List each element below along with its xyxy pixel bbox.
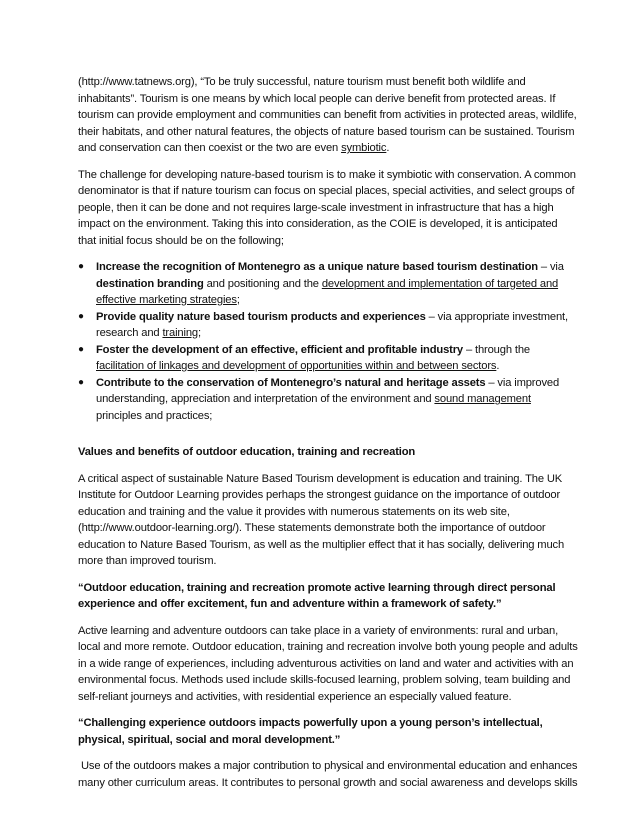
focus-list: [78, 259, 578, 424]
marketing-strategies-link[interactable]: development and implementation of targeted and effective marketing strategies: [96, 277, 559, 306]
section-heading: Values and benefits of outdoor education, training and recreation: [78, 446, 416, 458]
bullet-icon: ●: [78, 376, 84, 388]
quote-challenging-experience: “Challenging experience outdoors impacts powerfully upon a young person’s intellectual, physical, spiritual, social and moral development.”: [78, 717, 543, 746]
outdoors-use-paragraph: Use of the outdoors makes a major contribution to physical and environmental education and enhances many other curriculum areas. It contributes to personal growth and social awareness and develops skills: [78, 760, 581, 789]
list-item: ● Provide quality nature based tourism products and experiences – via appropriate investment, research and training;: [78, 310, 568, 339]
quote-outdoor-education: “Outdoor education, training and recreation promote active learning through direct personal experience and offer excitement, fun and adventure within a framework of safety.”: [78, 581, 556, 610]
training-link[interactable]: training: [162, 327, 198, 339]
list-item: ● Contribute to the conservation of Montenegro’s natural and heritage assets – via improved understanding, appreciation and interpretation of the environment and sound management principles and practices;: [78, 376, 560, 422]
challenge-paragraph: The challenge for developing nature-based tourism is to make it symbiotic with conservation. A common denominator is that if nature tourism can focus on special places, special activities, and select groups of people, then it can be done and not requires large-scale investment in infrastructure that has a high impact on the environment. Taking this into consideration, as the COIE is developed, it is anticipated that initial focus should be on the following;: [78, 168, 576, 247]
symbiotic-link[interactable]: symbiotic: [341, 142, 387, 154]
bullet-icon: ●: [78, 261, 84, 272]
bullet-icon: ●: [78, 310, 84, 322]
active-learning-paragraph: Active learning and adventure outdoors can take place in a variety of environments: rural and urban, local and more remote. Outdoor education, training and recreation involve both young people and adults in a wide range of experiences, including adventurous activities on land and water and activities with an environmental focus. Methods used include skills-focused learning, problem solving, team building and self-reliant journeys and activities, with residential experience an especially valued feature.: [78, 624, 578, 703]
list-item: ● Increase the recognition of Montenegro as a unique nature based tourism destination – via destination branding and positioning and the development and implementation of targeted and effective marketing strategies;: [78, 261, 564, 306]
critical-aspect-paragraph: A critical aspect of sustainable Nature Based Tourism development is education and training. The UK Institute for Outdoor Learning provides perhaps the strongest guidance on the importance of outdoor education and training and the value it provides with numerous statements on its web site, (http://www.outdoor-learning.org/). These statements demonstrate both the importance of outdoor education to Nature Based Tourism, as well as the multiplier effect that it has socially, delivering much more than improved tourism.: [78, 472, 565, 567]
facilitation-link[interactable]: facilitation of linkages and development of opportunities within and between sectors: [96, 360, 497, 372]
list-item: ● Foster the development of an effective, efficient and profitable industry – through the facilitation of linkages and development of opportunities within and between sectors.: [78, 343, 530, 372]
bullet-icon: ●: [78, 343, 84, 355]
sound-management-link[interactable]: sound management: [434, 393, 531, 405]
intro-paragraph: (http://www.tatnews.org), “To be truly successful, nature tourism must benefit both wildlife and inhabitants”. Tourism is one means by which local people can derive benefit from protected areas. If tourism can provide employment and communities can benefit from activities in protected areas, wildlife, their habitats, and other natural features, the objects of nature based tourism can be sustained. Tourism and conservation can then coexist or the two are even symbiotic.: [78, 76, 577, 154]
